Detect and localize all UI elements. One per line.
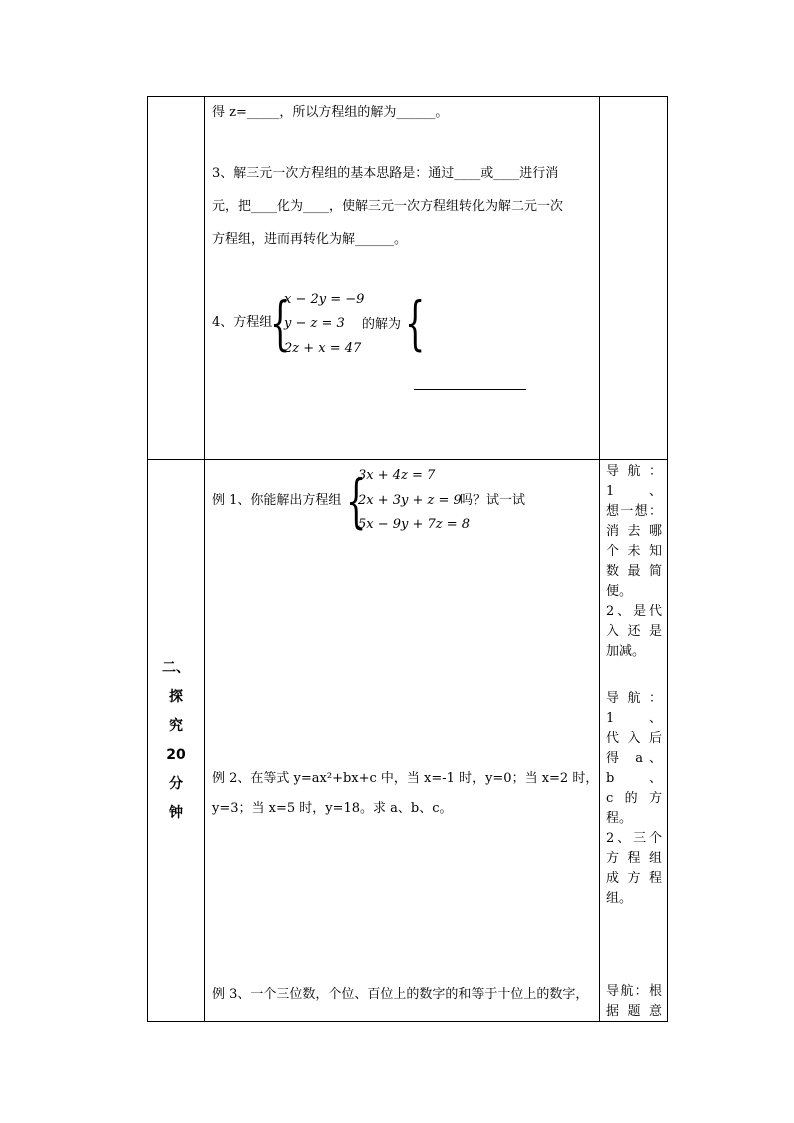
note-line: 代 入 后 [606, 731, 662, 746]
column-divider-left [204, 97, 205, 1021]
system-brace-left: { [270, 289, 291, 357]
example-2-line-2: y=3；当 x=5 时，y=18。求 a、b、c。 [212, 801, 453, 816]
item-4-equation-2: y − z = 3 [284, 316, 345, 331]
note-line: 成 方 程 [606, 871, 662, 886]
item-4-equation-3: 2z + x = 47 [284, 341, 362, 356]
guide-note-2 [606, 689, 662, 909]
example-1-equation-1: 3x + 4z = 7 [358, 468, 436, 483]
note-line: c的方程。 [606, 791, 662, 826]
guide-note-3 [606, 982, 662, 1022]
item-3-line-1: 3、解三元一次方程组的基本思路是：通过____或____进行消 [212, 166, 559, 181]
column-divider-right [599, 97, 600, 1021]
note-line: 消 去 哪 [606, 524, 662, 539]
note-line: 导航：1、 [606, 691, 662, 726]
note-line: 2、是代 [606, 604, 662, 619]
note-line: 入 还 是 [606, 624, 662, 639]
note-line: 导航：1、 [606, 464, 662, 499]
note-line: 想一想： [606, 504, 662, 519]
note-line: 组。 [606, 891, 633, 906]
solution-brace: { [405, 289, 426, 357]
note-line: 导航：根 [606, 984, 662, 999]
item-3-line-3: 方程组，进而再转化为解______。 [212, 232, 408, 247]
example-1-suffix: 吗？试一试 [460, 493, 526, 508]
stage-char-5: 分 [169, 776, 183, 792]
note-line: 加减。 [606, 644, 646, 659]
example-2-line-1: 例 2、在等式 y=ax²+bx+c 中，当 x=-1 时，y=0；当 x=2 时， [212, 771, 599, 786]
stage-char-3: 究 [169, 718, 183, 734]
stage-char-6: 钟 [169, 805, 183, 821]
item-3-line-2: 元，把____化为____，使解三元一次方程组转化为解二元一次 [212, 199, 564, 214]
example-1-label: 例 1、你能解出方程组 [212, 493, 342, 508]
fill-blank-line-1: 得 z=_____，所以方程组的解为______。 [212, 105, 449, 120]
guide-note-1 [606, 462, 662, 662]
note-line: 方 程 组 [606, 851, 662, 866]
note-line: 2、三个 [606, 831, 662, 846]
note-line: 得 a、b、 [606, 751, 662, 786]
note-line: 个 未 知 [606, 544, 662, 559]
note-line: 便。 [606, 584, 633, 599]
stage-char-1: 二、 [162, 660, 190, 676]
stage-char-2: 探 [169, 689, 183, 705]
stage-label-explore [148, 654, 204, 828]
stage-char-4: 20 [166, 747, 186, 763]
note-line: 据 题 意 [606, 1004, 662, 1019]
example-1-brace: { [346, 467, 367, 535]
item-4-solution-label: 的解为 [362, 317, 402, 332]
item-4-equation-1: x − 2y = −9 [284, 292, 365, 307]
row-divider [148, 459, 667, 460]
item-4-label: 4、方程组 [212, 315, 273, 330]
example-1-equation-2: 2x + 3y + z = 9 [358, 493, 462, 508]
note-line: 数 最 简 [606, 564, 662, 579]
answer-blank-line [414, 389, 526, 390]
example-1-equation-3: 5x − 9y + 7z = 8 [358, 517, 471, 532]
example-3-line-1: 例 3、一个三位数，个位、百位上的数字的和等于十位上的数字， [212, 987, 589, 1002]
